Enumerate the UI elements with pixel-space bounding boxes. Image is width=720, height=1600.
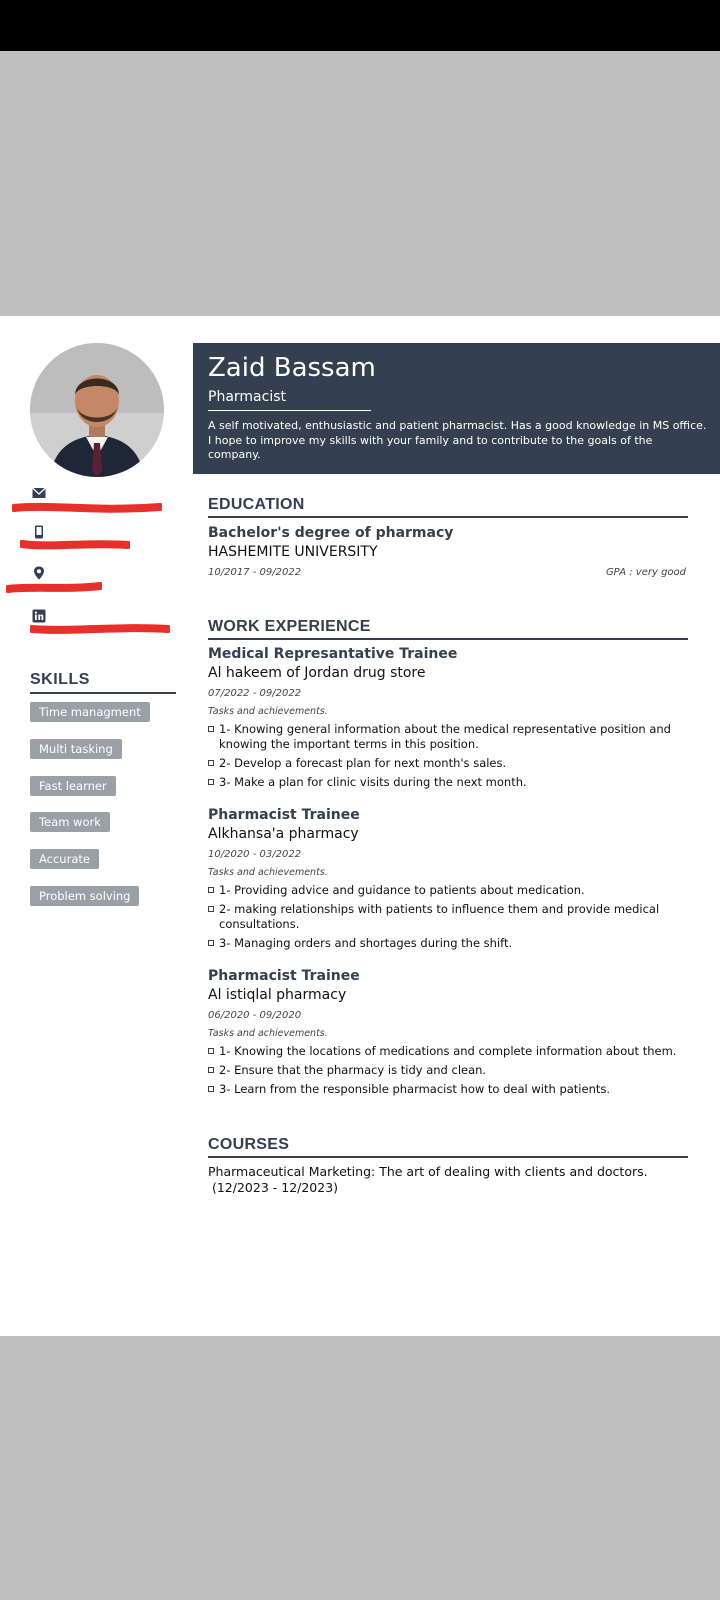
status-bar [0, 0, 720, 51]
courses-divider [208, 1156, 688, 1158]
course-title: Pharmaceutical Marketing: The art of dealing with clients and doctors. [208, 1164, 648, 1179]
skill-tag: Team work [30, 812, 110, 832]
redaction-mark [20, 539, 130, 551]
work-heading: WORK EXPERIENCE [208, 618, 371, 635]
avatar-illustration [30, 343, 164, 477]
redaction-mark [6, 582, 102, 594]
job-date: 06/2020 - 09/2020 [208, 1010, 302, 1021]
linkedin-icon [32, 609, 46, 623]
job-bullets [208, 883, 678, 955]
contact-email [32, 486, 172, 510]
skill-tag: Time managment [30, 702, 150, 722]
job-position: Pharmacist Trainee [208, 968, 360, 984]
skills-divider [30, 692, 176, 694]
job-tasks-label: Tasks and achievements. [208, 706, 328, 717]
skill-tag: Fast learner [30, 776, 116, 796]
skill-tag: Problem solving [30, 886, 139, 906]
profile-summary: A self motivated, enthusiastic and patient pharmacist. Has a good knowledge in MS office. I hope to improve my skills with your family and to contribute to the goals of the company. [208, 419, 707, 461]
list-item: 3- Managing orders and shortages during the shift. [208, 936, 678, 951]
work-divider [208, 638, 688, 640]
job-company: Al istiqlal pharmacy [208, 987, 347, 1003]
education-gpa: GPA : very good [605, 567, 686, 578]
education-degree: Bachelor's degree of pharmacy [208, 525, 454, 541]
education-heading: EDUCATION [208, 496, 305, 513]
redaction-mark [30, 623, 170, 635]
course-date: (12/2023 - 12/2023) [208, 1179, 339, 1195]
phone-icon [32, 525, 46, 539]
list-item: 2- Ensure that the pharmacy is tidy and clean. [208, 1063, 678, 1078]
redaction-mark [12, 502, 162, 514]
list-item: 2- Develop a forecast plan for next month's sales. [208, 756, 678, 771]
contact-linkedin [32, 609, 172, 633]
courses-heading: COURSES [208, 1136, 290, 1153]
list-item: 1- Knowing the locations of medications and complete information about them. [208, 1044, 678, 1059]
mail-icon [32, 486, 46, 500]
contact-phone [32, 525, 172, 549]
education-divider [208, 516, 688, 518]
course-entry [208, 1164, 678, 1195]
job-date: 07/2022 - 09/2022 [208, 688, 302, 699]
skill-tag: Accurate [30, 849, 99, 869]
candidate-role: Pharmacist [208, 389, 286, 405]
job-bullets [208, 722, 678, 794]
list-item: 3- Learn from the responsible pharmacist how to deal with patients. [208, 1082, 678, 1097]
profile-photo [30, 343, 164, 477]
skill-tag: Multi tasking [30, 739, 122, 759]
education-school: HASHEMITE UNIVERSITY [208, 544, 378, 560]
list-item: 1- Providing advice and guidance to patients about medication. [208, 883, 678, 898]
list-item: 2- making relationships with patients to influence them and provide medical consultations. [208, 902, 678, 931]
job-company: Al hakeem of Jordan drug store [208, 665, 426, 681]
job-company: Alkhansa'a pharmacy [208, 826, 359, 842]
job-tasks-label: Tasks and achievements. [208, 1028, 328, 1039]
role-divider [208, 410, 371, 411]
job-tasks-label: Tasks and achievements. [208, 867, 328, 878]
education-date: 10/2017 - 09/2022 [208, 567, 302, 578]
resume-page [0, 316, 720, 1336]
contact-location [32, 566, 172, 590]
candidate-name: Zaid Bassam [208, 353, 376, 383]
list-item: 1- Knowing general information about the medical representative position and knowing the important terms in this position. [208, 722, 678, 751]
job-position: Pharmacist Trainee [208, 807, 360, 823]
job-date: 10/2020 - 03/2022 [208, 849, 302, 860]
location-icon [32, 566, 46, 580]
job-bullets [208, 1044, 678, 1101]
job-position: Medical Represantative Trainee [208, 646, 458, 662]
list-item: 3- Make a plan for clinic visits during the next month. [208, 775, 678, 790]
resume-header [193, 343, 720, 474]
skills-heading: SKILLS [30, 671, 90, 688]
